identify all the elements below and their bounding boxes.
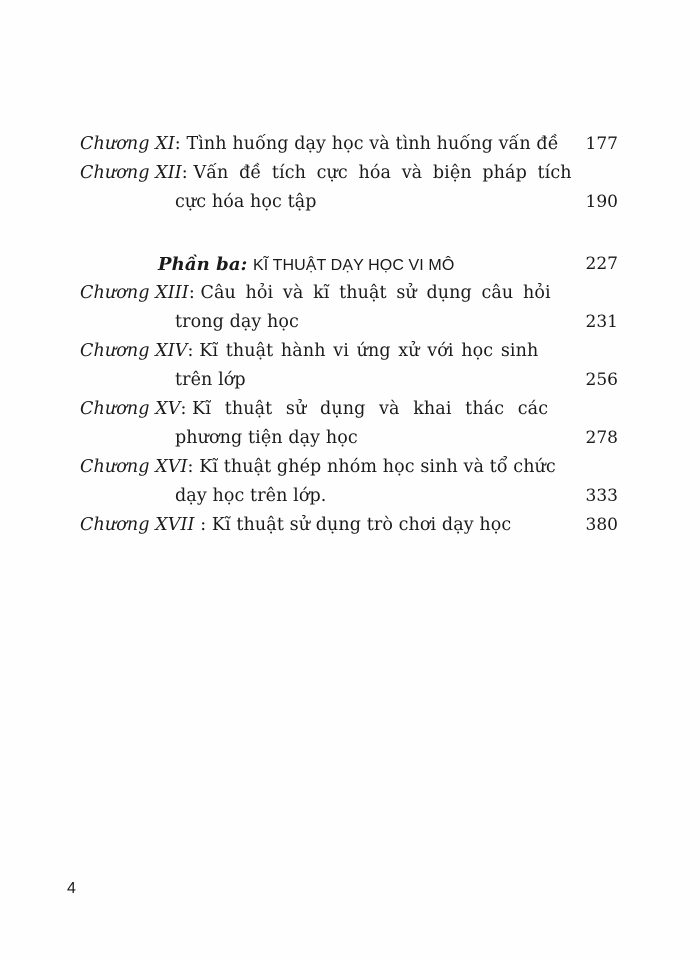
chapter-separator: : bbox=[181, 163, 188, 183]
chapter-title-continuation: trên lớp bbox=[175, 370, 246, 390]
toc-part-heading[interactable] bbox=[80, 250, 618, 279]
chapter-label: Chương XV bbox=[80, 399, 181, 419]
toc-entry-chapter-16-cont[interactable] bbox=[80, 482, 618, 511]
page-ref: 177 bbox=[585, 134, 618, 154]
page-number: 4 bbox=[67, 880, 76, 897]
chapter-title: Kĩ thuật sử dụng và khai thác các bbox=[192, 399, 549, 419]
part-title: KĨ THUẬT DẠY HỌC VI MÔ bbox=[253, 257, 455, 274]
chapter-title: Câu hỏi và kĩ thuật sử dụng câu hỏi bbox=[200, 283, 551, 303]
chapter-separator: : bbox=[188, 283, 195, 303]
page-ref: 227 bbox=[585, 254, 618, 274]
chapter-separator: : bbox=[194, 515, 207, 535]
chapter-label: Chương XVII bbox=[80, 515, 195, 535]
chapter-title: Kĩ thuật sử dụng trò chơi dạy học bbox=[211, 515, 512, 535]
toc-entry-chapter-16[interactable] bbox=[80, 453, 618, 482]
toc-entry-chapter-15[interactable] bbox=[80, 395, 618, 424]
chapter-separator: : bbox=[174, 134, 181, 154]
page-ref: 190 bbox=[585, 192, 618, 212]
toc-entry-chapter-14-cont[interactable] bbox=[80, 366, 618, 395]
page-ref: 231 bbox=[585, 312, 618, 332]
chapter-title: Vấn đề tích cực hóa và biện pháp tích bbox=[193, 163, 572, 183]
page-ref: 278 bbox=[585, 428, 618, 448]
chapter-label: Chương XIV bbox=[80, 341, 188, 361]
chapter-separator: : bbox=[187, 457, 194, 477]
chapter-title: Kĩ thuật hành vi ứng xử với học sinh bbox=[199, 341, 539, 361]
chapter-title-continuation: phương tiện dạy học bbox=[175, 428, 358, 448]
chapter-title-continuation: cực hóa học tập bbox=[175, 192, 317, 212]
toc-entry-chapter-15-cont[interactable] bbox=[80, 424, 618, 453]
toc-entry-chapter-13[interactable] bbox=[80, 279, 618, 308]
chapter-title-continuation: dạy học trên lớp. bbox=[175, 486, 327, 506]
chapter-title-continuation: trong dạy học bbox=[175, 312, 299, 332]
chapter-separator: : bbox=[187, 341, 194, 361]
page-ref: 333 bbox=[585, 486, 618, 506]
chapter-title: Kĩ thuật ghép nhóm học sinh và tổ chức bbox=[199, 457, 556, 477]
toc-entry-chapter-13-cont[interactable] bbox=[80, 308, 618, 337]
part-label: Phần ba: bbox=[158, 254, 248, 275]
chapter-title: Tình huống dạy học và tình huống vấn đề bbox=[186, 134, 559, 154]
toc-entry-chapter-17[interactable] bbox=[80, 511, 618, 540]
table-of-contents bbox=[80, 130, 618, 540]
chapter-label: Chương XI bbox=[80, 134, 175, 154]
toc-entry-chapter-11[interactable] bbox=[80, 130, 618, 159]
chapter-separator: : bbox=[180, 399, 187, 419]
toc-entry-chapter-12-cont[interactable] bbox=[80, 188, 618, 217]
toc-entry-chapter-14[interactable] bbox=[80, 337, 618, 366]
chapter-label: Chương XII bbox=[80, 163, 182, 183]
chapter-label: Chương XVI bbox=[80, 457, 188, 477]
page-ref: 256 bbox=[585, 370, 618, 390]
toc-entry-chapter-12[interactable] bbox=[80, 159, 618, 188]
chapter-label: Chương XIII bbox=[80, 283, 189, 303]
page-ref: 380 bbox=[585, 515, 618, 535]
